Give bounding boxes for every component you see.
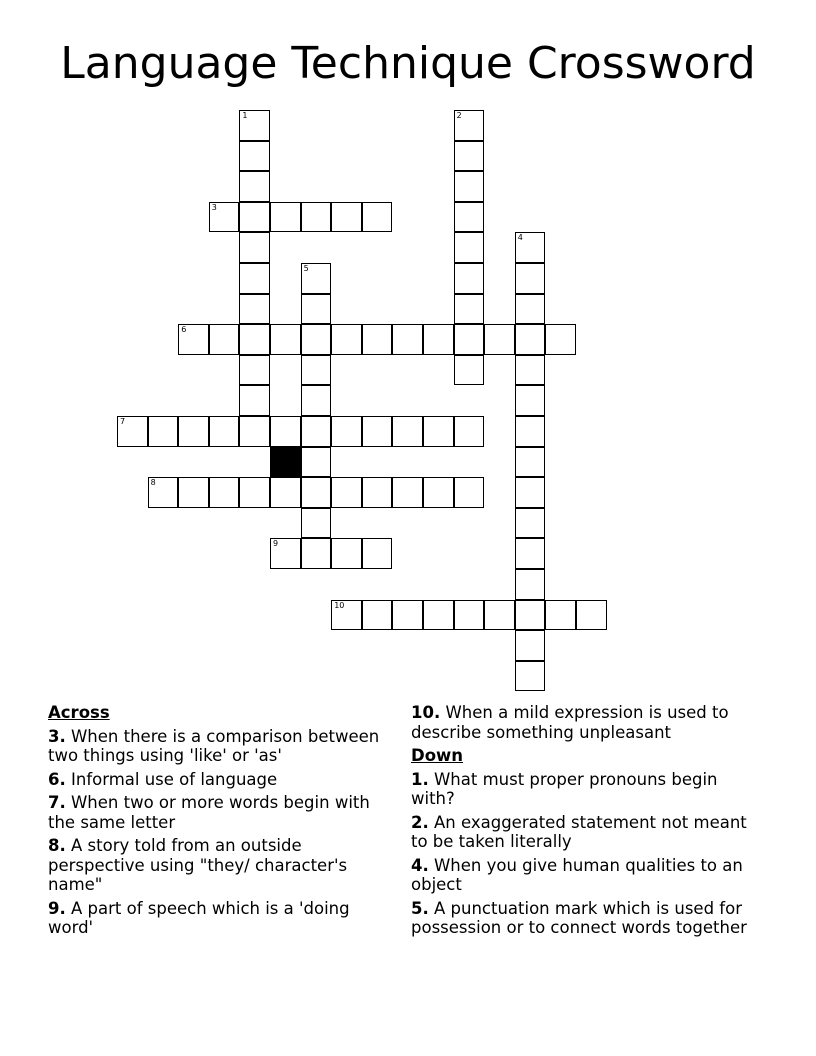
grid-cell[interactable] xyxy=(301,385,332,416)
clue-number-label: 6 xyxy=(181,325,187,335)
grid-cell[interactable] xyxy=(301,324,332,355)
grid-cell[interactable] xyxy=(454,171,485,202)
clue-number: 6. xyxy=(48,769,66,789)
grid-cell[interactable] xyxy=(515,385,546,416)
grid-cell[interactable] xyxy=(148,477,179,508)
grid-cell[interactable] xyxy=(454,110,485,141)
grid-cell[interactable] xyxy=(515,232,546,263)
grid-cell[interactable] xyxy=(209,202,240,233)
clue-number: 7. xyxy=(48,793,66,812)
clue-across-10 xyxy=(411,703,761,742)
grid-cell[interactable] xyxy=(423,416,454,447)
grid-cell[interactable] xyxy=(515,538,546,569)
grid-cell[interactable] xyxy=(392,324,423,355)
grid-cell[interactable] xyxy=(362,538,393,569)
grid-cell[interactable] xyxy=(331,324,362,355)
clue-text: What must proper pronouns begin with? xyxy=(411,769,718,808)
grid-cell[interactable] xyxy=(301,202,332,233)
grid-cell[interactable] xyxy=(515,263,546,294)
grid-cell[interactable] xyxy=(178,477,209,508)
grid-cell[interactable] xyxy=(178,416,209,447)
grid-cell[interactable] xyxy=(301,416,332,447)
clue-number-label: 2 xyxy=(456,111,462,120)
clue-across-9 xyxy=(48,899,388,938)
grid-cell[interactable] xyxy=(515,477,546,508)
clue-number-label: 1 xyxy=(242,111,248,120)
clue-text: When a mild expression is used to describe something unpleasant xyxy=(411,703,729,742)
clue-text: An exaggerated statement not meant to be taken literally xyxy=(411,812,747,851)
grid-cell[interactable] xyxy=(331,416,362,447)
grid-cell[interactable] xyxy=(209,416,240,447)
grid-cell[interactable] xyxy=(515,508,546,539)
grid-cell[interactable] xyxy=(392,416,423,447)
grid-cell[interactable] xyxy=(454,202,485,233)
grid-cell[interactable] xyxy=(515,416,546,447)
clue-number-label: 9 xyxy=(273,539,279,549)
grid-cell[interactable] xyxy=(239,324,270,355)
clue-number: 5. xyxy=(411,898,429,918)
grid-cell[interactable] xyxy=(515,294,546,325)
clue-number: 10. xyxy=(411,703,441,722)
clue-text: When two or more words begin with the same letter xyxy=(48,793,370,832)
grid-cell[interactable] xyxy=(239,416,270,447)
clue-number-label: 8 xyxy=(150,478,156,488)
clue-across-7 xyxy=(48,793,388,832)
grid-cell[interactable] xyxy=(239,477,270,508)
across-heading: Across xyxy=(48,703,110,722)
clue-text: A part of speech which is a 'doing word' xyxy=(48,898,350,937)
grid-cell[interactable] xyxy=(301,477,332,508)
grid-cell[interactable] xyxy=(301,508,332,539)
grid-cell[interactable] xyxy=(545,324,576,355)
grid-cell[interactable] xyxy=(331,202,362,233)
grid-cell[interactable] xyxy=(270,538,301,569)
clue-number-label: 5 xyxy=(303,264,309,273)
grid-cell[interactable] xyxy=(454,416,485,447)
grid-cell[interactable] xyxy=(239,263,270,294)
grid-cell[interactable] xyxy=(301,294,332,325)
grid-cell[interactable] xyxy=(454,600,485,631)
grid-cell[interactable] xyxy=(454,232,485,263)
grid-cell[interactable] xyxy=(301,263,332,294)
grid-cell[interactable] xyxy=(148,416,179,447)
grid-cell[interactable] xyxy=(454,294,485,325)
grid-cell[interactable] xyxy=(270,477,301,508)
clue-number-label: 10 xyxy=(334,600,345,610)
grid-cell[interactable] xyxy=(239,202,270,233)
clue-number-label: 4 xyxy=(517,233,523,243)
grid-cell[interactable] xyxy=(270,202,301,233)
clue-down-1 xyxy=(411,770,761,809)
grid-cell[interactable] xyxy=(515,600,546,631)
clue-text: When there is a comparison between two things using 'like' or 'as' xyxy=(48,726,380,765)
clue-number: 8. xyxy=(48,836,66,855)
clue-number: 3. xyxy=(48,726,66,746)
down-heading: Down xyxy=(411,746,464,765)
grid-cell[interactable] xyxy=(484,324,515,355)
grid-cell[interactable] xyxy=(331,477,362,508)
grid-cell[interactable] xyxy=(515,324,546,355)
clue-across-6 xyxy=(48,770,388,790)
grid-cell[interactable] xyxy=(331,600,362,631)
grid-cell[interactable] xyxy=(515,447,546,478)
grid-cell[interactable] xyxy=(454,477,485,508)
grid-cell[interactable] xyxy=(423,477,454,508)
grid-cell[interactable] xyxy=(239,141,270,172)
clue-down-4 xyxy=(411,856,761,895)
grid-cell[interactable] xyxy=(239,355,270,386)
grid-cell[interactable] xyxy=(178,324,209,355)
clues-column-left xyxy=(48,703,388,942)
grid-cell[interactable] xyxy=(392,477,423,508)
clue-number: 1. xyxy=(411,769,429,789)
grid-cell[interactable] xyxy=(362,477,393,508)
clue-text: A punctuation mark which is used for possession or to connect words together xyxy=(411,898,747,937)
grid-cell[interactable] xyxy=(239,232,270,263)
grid-cell[interactable] xyxy=(270,324,301,355)
grid-cell[interactable] xyxy=(117,416,148,447)
grid-cell[interactable] xyxy=(423,600,454,631)
grid-cell[interactable] xyxy=(515,661,546,692)
grid-cell[interactable] xyxy=(454,355,485,386)
clue-text: Informal use of language xyxy=(65,769,278,789)
clue-number-label: 7 xyxy=(120,417,126,426)
grid-cell[interactable] xyxy=(239,171,270,202)
clue-across-8 xyxy=(48,836,388,895)
grid-cell[interactable] xyxy=(454,263,485,294)
grid-cell[interactable] xyxy=(392,600,423,631)
grid-cell[interactable] xyxy=(239,385,270,416)
clue-text: A story told from an outside perspective using "they/ character's name" xyxy=(48,836,348,894)
grid-cell[interactable] xyxy=(362,600,393,631)
clue-number: 2. xyxy=(411,812,429,832)
grid-cell[interactable] xyxy=(423,324,454,355)
grid-cell[interactable] xyxy=(362,324,393,355)
blocked-cell xyxy=(270,447,301,478)
grid-cell[interactable] xyxy=(331,538,362,569)
clue-number-label: 3 xyxy=(211,202,217,212)
grid-cell[interactable] xyxy=(301,538,332,569)
clue-across-3 xyxy=(48,727,388,766)
grid-cell[interactable] xyxy=(454,324,485,355)
grid-cell[interactable] xyxy=(545,600,576,631)
clue-number: 9. xyxy=(48,898,66,918)
clue-down-5 xyxy=(411,899,761,938)
clue-down-2 xyxy=(411,813,761,852)
grid-cell[interactable] xyxy=(239,110,270,141)
clue-text: When you give human qualities to an object xyxy=(411,855,743,894)
grid-cell[interactable] xyxy=(209,324,240,355)
grid-cell[interactable] xyxy=(484,600,515,631)
grid-cell[interactable] xyxy=(576,600,607,631)
clue-number: 4. xyxy=(411,855,429,875)
grid-cell[interactable] xyxy=(209,477,240,508)
grid-cell[interactable] xyxy=(239,294,270,325)
grid-cell[interactable] xyxy=(362,416,393,447)
grid-cell[interactable] xyxy=(515,630,546,661)
grid-cell[interactable] xyxy=(301,447,332,478)
clues-column-right xyxy=(411,703,761,942)
grid-cell[interactable] xyxy=(515,355,546,386)
grid-cell[interactable] xyxy=(362,202,393,233)
grid-cell[interactable] xyxy=(454,141,485,172)
grid-cell[interactable] xyxy=(270,416,301,447)
grid-cell[interactable] xyxy=(301,355,332,386)
page-title: Language Technique Crossword xyxy=(60,38,756,89)
grid-cell[interactable] xyxy=(515,569,546,600)
